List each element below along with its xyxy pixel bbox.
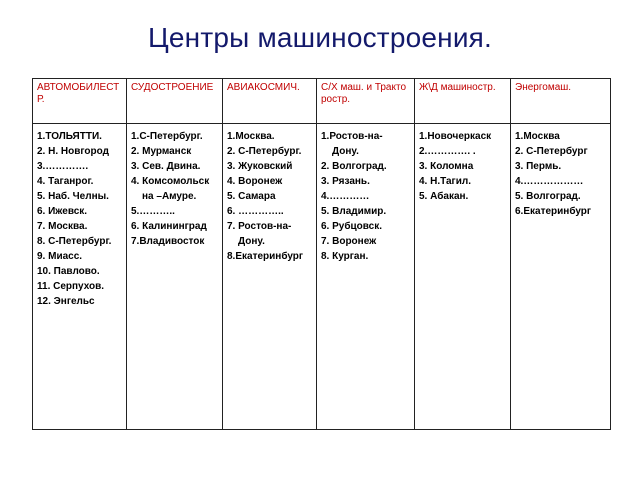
column-cell-energy [511, 124, 611, 430]
column-header-energy: Энергомаш. [511, 79, 611, 124]
list-item: 7.Владивосток [131, 236, 205, 247]
list-item: 7. Ростов-на- [227, 221, 292, 232]
list-item: 4.………… [321, 191, 370, 202]
list-item: 4. Таганрог. [37, 176, 94, 187]
list-item: 1.Новочеркаск [419, 131, 492, 142]
page-title: Центры машиностроения. [148, 22, 492, 53]
list-item: 3. Рязань. [321, 176, 370, 187]
list-item: 5. Самара [227, 191, 276, 202]
list-item: 7. Москва. [37, 221, 88, 232]
list-item: 3. Пермь. [515, 161, 562, 172]
list-item: 6. Ижевск. [37, 206, 88, 217]
list-item: 2. Мурманск [131, 146, 192, 157]
column-cell-agri [317, 124, 415, 430]
list-item: 5. Владимир. [321, 206, 387, 217]
column-cell-auto [33, 124, 127, 430]
list-item: 6. Калининград [131, 221, 207, 232]
list-item: 3. Жуковский [227, 161, 293, 172]
list-item: 6. Рубцовск. [321, 221, 383, 232]
list-item: 5. Наб. Челны. [37, 191, 109, 202]
list-item: 3.…………. [37, 161, 89, 172]
list-item: 2. Волгоград. [321, 161, 387, 172]
column-cell-ship [127, 124, 223, 430]
column-cell-rail [415, 124, 511, 430]
list-item: 1.Москва. [227, 131, 275, 142]
machine-building-table-container [32, 78, 610, 430]
list-item: 1.С-Петербург. [131, 131, 203, 142]
list-item: 2. Н. Новгород [37, 146, 109, 157]
list-item: 1.ТОЛЬЯТТИ. [37, 131, 102, 142]
list-item: 4. Н.Тагил. [419, 176, 471, 187]
list-item: 1.Москва [515, 131, 560, 142]
list-item: 1.Ростов-на- [321, 131, 383, 142]
list-item: 6.Екатеринбург [515, 206, 592, 217]
list-item: 2.…………. . [419, 146, 476, 157]
list-item: 5.……….. [131, 206, 175, 217]
list-item: Дону. [238, 236, 265, 247]
list-item: на –Амуре. [142, 191, 197, 202]
list-item: 10. Павлово. [37, 266, 100, 277]
list-item: 9. Миасс. [37, 251, 83, 262]
list-item: 8. Курган. [321, 251, 369, 262]
list-item: Дону. [332, 146, 359, 157]
list-item: 4. Комсомольск [131, 176, 210, 187]
list-item: 7. Воронеж [321, 236, 377, 247]
list-item: 3. Сев. Двина. [131, 161, 201, 172]
list-item: 8. С-Петербург. [37, 236, 112, 247]
header-row [33, 79, 611, 124]
column-header-ship: СУДОСТРОЕНИЕ [127, 79, 223, 124]
column-header-rail: Ж\Д машиностр. [415, 79, 511, 124]
column-header-agri: С/Х маш. и Тракторостр. [317, 79, 415, 124]
list-item: 12. Энгельс [37, 296, 95, 307]
column-header-aero: АВИАКОСМИЧ. [223, 79, 317, 124]
list-item: 3. Коломна [419, 161, 474, 172]
list-item: 2. С-Петербург [515, 146, 588, 157]
list-item: 6. ………….. [227, 206, 284, 217]
list-item: 5. Абакан. [419, 191, 469, 202]
body-row [33, 124, 611, 430]
list-item: 2. С-Петербург. [227, 146, 302, 157]
list-item: 4. Воронеж [227, 176, 283, 187]
column-header-auto: АВТОМОБИЛЕСТР. [33, 79, 127, 124]
column-cell-aero [223, 124, 317, 430]
list-item: 5. Волгоград. [515, 191, 581, 202]
list-item: 11. Серпухов. [37, 281, 105, 292]
machine-building-table [32, 78, 611, 430]
list-item: 8.Екатеринбург [227, 251, 304, 262]
list-item: 4.……………… [515, 176, 584, 187]
